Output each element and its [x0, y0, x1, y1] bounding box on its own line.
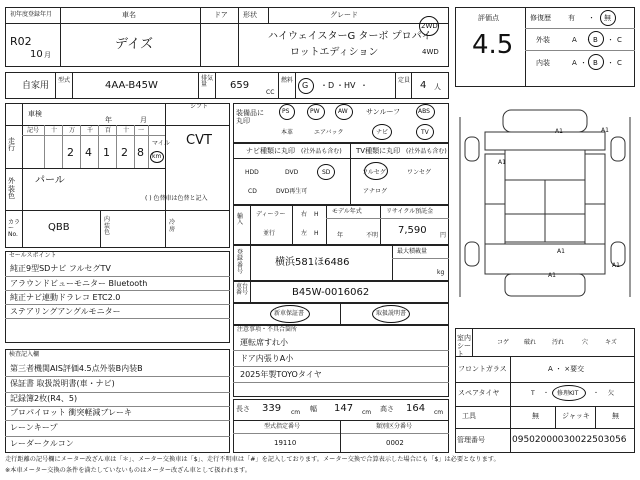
- capacity: 4: [420, 80, 427, 91]
- first-reg-month: 10: [30, 49, 43, 60]
- inspector-item: プロパイロット 衝突軽減ブレーキ: [10, 408, 133, 417]
- mileage-digit: 2: [67, 146, 74, 159]
- equip-pw: PW: [310, 108, 320, 115]
- drive-circled: 2WD: [421, 22, 438, 30]
- jack-value: 無: [612, 412, 619, 420]
- displacement: 659: [230, 80, 250, 91]
- inspector-item: レーンキープ: [10, 423, 58, 432]
- tv-title: TV種類に丸印: [356, 147, 401, 155]
- handle-right: 右: [301, 211, 308, 218]
- note-item: 2025年製TOYOタイヤ: [240, 370, 322, 379]
- chassis-label: 車台番号: [236, 283, 249, 297]
- note-item: ドア内張りA小: [240, 354, 294, 363]
- grade-line2: ロットエディション: [290, 47, 379, 58]
- max-load-kg: kg: [437, 269, 445, 276]
- equip-ps: PS: [282, 108, 290, 115]
- sales-point: アラウンドビューモニター Bluetooth: [10, 279, 148, 288]
- type-cert-label: 型式指定番号: [264, 423, 301, 430]
- equip-aw: AW: [338, 108, 348, 115]
- inspection-year-label: 年: [105, 116, 112, 124]
- jack-label: ジャッキ: [562, 412, 590, 420]
- sales-point: 純正ナビ連動ドラレコ ETC2.0: [10, 293, 121, 302]
- footer-note-1: 走行距離の記号欄にメーター改ざん車は「＊」、メーター交換車は「$」、走行不明車は「#」を記入しております。メーター交換で合算表示した場合にも「$」は必要となります。: [5, 456, 500, 463]
- handle-left: 左: [301, 230, 308, 237]
- equipment-title: 装備品に丸印: [236, 109, 264, 125]
- import-label: 輸入: [237, 213, 244, 226]
- equip-abs: ABS: [418, 108, 430, 115]
- recycle-label: リサイクル預託金: [386, 208, 434, 215]
- mileage-label: 走行: [8, 137, 15, 152]
- exterior-grade: B: [593, 36, 598, 44]
- model-code: 4AA-B45W: [105, 80, 158, 91]
- interior-color-label: 内装色: [104, 216, 111, 237]
- width: 147: [334, 403, 354, 414]
- sales-point: 純正9型SDナビ フルセグTV: [10, 264, 111, 273]
- inspector-title: 検査記入欄: [9, 351, 40, 358]
- mileage-digit: 2: [121, 146, 128, 159]
- navi-cd: CD: [248, 188, 257, 195]
- recycle-amount: 7,590: [398, 225, 427, 236]
- fuel-selected: G: [302, 81, 309, 90]
- chassis-number: B45W-0016062: [292, 287, 370, 298]
- warranty-manual: 取扱説明書: [376, 310, 407, 317]
- inspection-month-label: 月: [140, 116, 147, 124]
- km-label: km: [152, 153, 162, 160]
- model-year-unit: 年: [337, 232, 344, 239]
- equip-leather: 本革: [281, 129, 294, 136]
- repair-label: 修復歴: [530, 14, 551, 22]
- tools-label: 工具: [462, 412, 476, 420]
- drive-other: 4WD: [422, 48, 439, 56]
- car-diagram: [455, 92, 635, 322]
- width-label: 幅: [310, 405, 317, 413]
- exterior-color: パール: [35, 175, 65, 186]
- damage-mark: A1: [601, 127, 609, 134]
- first-reg-era: R02: [10, 35, 32, 48]
- height: 164: [406, 403, 426, 414]
- warranty-new-car: 新車保証書: [274, 310, 305, 317]
- shift-label: シフト: [190, 103, 209, 110]
- tv-oneseg: ワンセグ: [407, 169, 432, 176]
- damage-mark: A1: [548, 272, 556, 279]
- management-number: 09502000030022503056: [512, 435, 627, 445]
- notes-title: 注意事項・不具合箇所: [237, 326, 298, 333]
- interior-grade: B: [593, 59, 598, 67]
- height-label: 高さ: [380, 405, 394, 413]
- door-label: ドア: [214, 11, 228, 19]
- capacity-unit: 人: [434, 83, 441, 91]
- type-label: 型式: [58, 77, 71, 84]
- color-note: ( ) 色替車は色替と記入: [145, 195, 208, 202]
- equip-airbag: エアバック: [314, 129, 344, 136]
- repair-option-no: 無: [604, 14, 611, 22]
- registration-label: 登録番号: [237, 249, 244, 275]
- damage-mark: A1: [555, 128, 563, 135]
- interior-label: 内装: [536, 59, 550, 67]
- capacity-label: 定員: [398, 77, 411, 84]
- shift-value: CVT: [186, 133, 212, 148]
- model-name: デイズ: [115, 37, 153, 52]
- equip-sunroof: サンルーフ: [366, 108, 401, 116]
- model-year-label: モデル年式: [332, 208, 362, 215]
- front-glass-value: A ・ ×要交: [548, 365, 585, 373]
- mileage-digit: 8: [137, 146, 144, 159]
- damage-mark: A1: [498, 159, 506, 166]
- model-year-unknown: 不明: [366, 232, 379, 239]
- mile-label: マイル: [152, 140, 170, 147]
- repair-option-yes: 有: [568, 14, 575, 22]
- max-load-label: 最大積載量: [397, 248, 428, 255]
- shape-label: 形状: [243, 11, 257, 19]
- first-reg-month-unit: 月: [44, 51, 51, 59]
- ac-label: 冷房: [169, 219, 176, 233]
- registration-number: 横浜581ほ6486: [275, 257, 350, 268]
- note-item: 運転席すれ小: [240, 338, 288, 347]
- mileage-digit: 1: [103, 146, 110, 159]
- sales-point: ステアリングアングルモニター: [10, 307, 121, 316]
- navi-hdd: HDD: [245, 169, 259, 176]
- fuel-label: 燃料: [281, 77, 294, 84]
- navi-title-note: (社外品も含む): [301, 148, 342, 155]
- equip-tv: TV: [421, 129, 429, 136]
- navi-dvd: DVD: [285, 169, 299, 176]
- class-number: 0002: [386, 439, 404, 447]
- import-parallel: 並行: [263, 230, 276, 237]
- tv-analog: アナログ: [363, 188, 388, 195]
- inspector-item: 記録簿2枚(R4、5): [10, 394, 78, 403]
- length: 339: [262, 403, 282, 414]
- warranty-block: [233, 303, 449, 325]
- vehicle-use: 自家用: [22, 81, 50, 91]
- type-cert: 19110: [274, 439, 297, 447]
- damage-mark: A1: [612, 262, 620, 269]
- footer-note-2: ※本車メーター交換の条件を満たしていないものはメーター改ざん車として扱われます。: [5, 467, 251, 474]
- navi-dvd-play: DVD再生可: [276, 188, 308, 195]
- interior-sheet-label: 室内シート: [457, 334, 471, 359]
- class-label: 類別区分番号: [376, 423, 413, 430]
- sales-points-title: セールスポイント: [9, 252, 57, 259]
- color-code: QBB: [48, 222, 70, 233]
- model-name-label: 車名: [122, 11, 136, 19]
- score-value: 4.5: [472, 30, 514, 60]
- management-label: 管理番号: [457, 436, 485, 444]
- color-code-label: カラーNo.: [8, 219, 21, 238]
- tools-value: 無: [532, 412, 539, 420]
- mileage-digit: 4: [85, 146, 92, 159]
- first-reg-label: 初年度登録年月: [10, 11, 53, 18]
- inspection-label: 車検: [28, 110, 42, 118]
- inspector-item: レーダークルコン: [10, 439, 74, 448]
- length-label: 長さ: [236, 405, 250, 413]
- grade-label: グレード: [330, 11, 358, 19]
- inspector-item: 保証書 取扱説明書(車・ナビ): [10, 379, 115, 388]
- front-glass-label: フロントガラス: [458, 365, 507, 373]
- exterior-label: 外装: [536, 36, 550, 44]
- import-dealer: ディーラー: [256, 211, 286, 218]
- inspector-item: 第三者機関AIS評価4.5点外装B内装B: [10, 364, 143, 373]
- damage-mark: A1: [557, 248, 565, 255]
- navi-sd: SD: [322, 169, 331, 176]
- grade-line1: ハイウェイスターG ターボ プロパイ: [268, 31, 432, 42]
- navi-title: ナビ種類に丸印: [246, 147, 295, 155]
- spare-tire-label: スペアタイヤ: [458, 389, 500, 397]
- tv-fullseg: フルセグ: [362, 169, 386, 176]
- displacement-unit: CC: [266, 89, 275, 96]
- spare-tire-selected: 修理KIT: [557, 390, 579, 397]
- tv-title-note: (社外品も含む): [406, 148, 447, 155]
- exterior-color-label: 外装色: [8, 177, 15, 201]
- displacement-label: 排気量: [201, 75, 214, 88]
- equip-navi: ナビ: [376, 129, 389, 136]
- score-label: 評価点: [478, 14, 499, 22]
- recycle-yen: 円: [440, 232, 447, 239]
